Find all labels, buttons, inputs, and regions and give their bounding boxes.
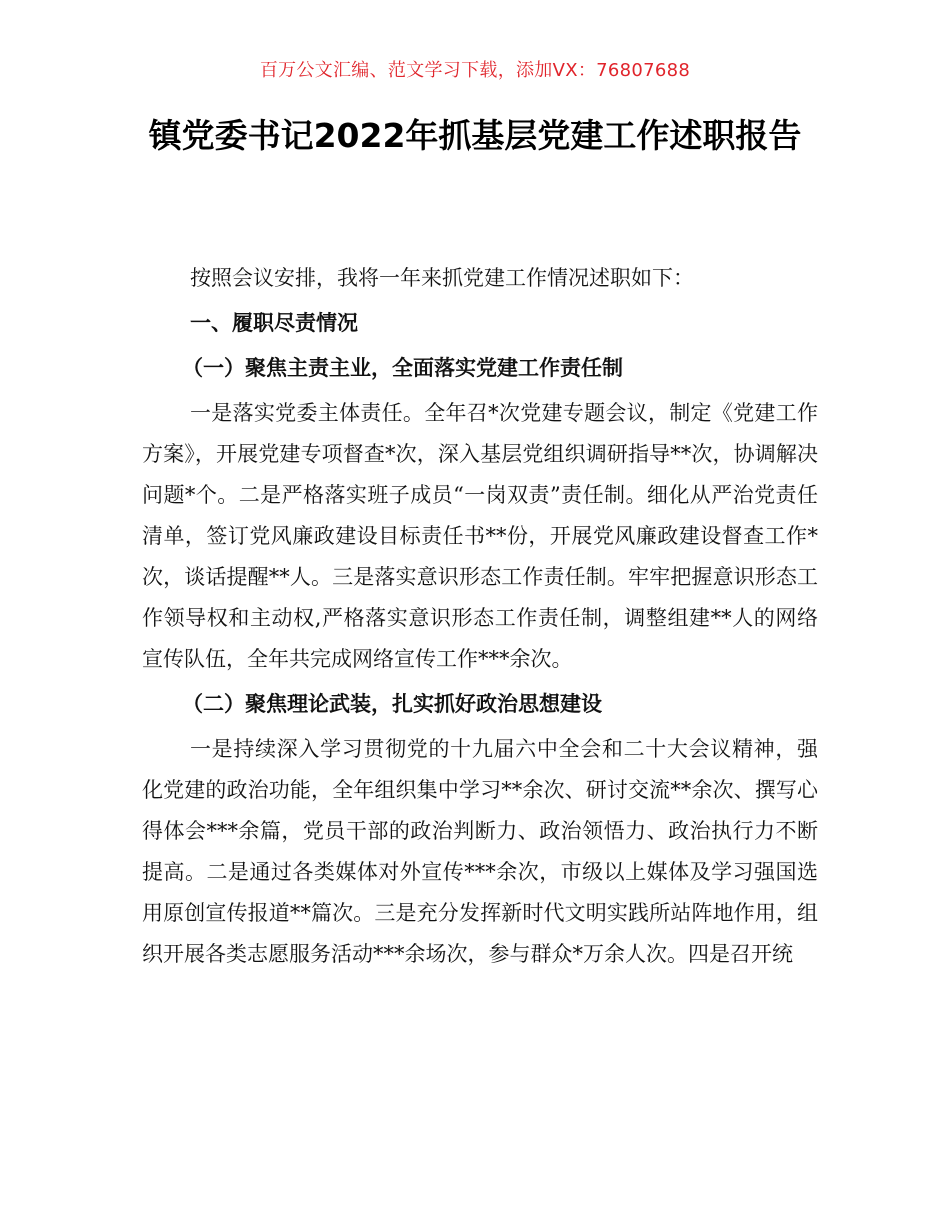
section-heading-1: 一、履职尽责情况 (190, 311, 358, 335)
subsection-heading-1: （一）聚焦主责主业，全面落实党建工作责任制 (182, 356, 623, 380)
subsection-heading-2: （二）聚焦理论武装，扎实抓好政治思想建设 (182, 692, 602, 716)
watermark-text: 百万公文汇编、范文学习下载，添加VX：76807688 (259, 60, 691, 81)
document-body (142, 258, 818, 975)
document-title: 镇党委书记2022年抓基层党建工作述职报告 (148, 116, 802, 155)
paragraph-1: 一是落实党委主体责任。全年召*次党建专题会议，制定《党建工作方案》，开展党建专项督查*次，深入基层党组织调研指导**次，协调解决问题*个。二是严格落实班子成员“一岗双责”责任制。细化从严治党责任清单，签订党风廉政建设目标责任书**份，开展党风廉政建设督查工作*次，谈话提醒**人。三是落实意识形态工作责任制。牢牢把握意识形态工作领导权和主动权,严格落实意识形态工作责任制，调整组建**人的网络宣传队伍，全年共完成网络宣传工作***余次。 (142, 401, 818, 671)
intro-paragraph: 按照会议安排，我将一年来抓党建工作情况述职如下： (190, 266, 694, 290)
paragraph-2: 一是持续深入学习贯彻党的十九届六中全会和二十大会议精神，强化党建的政治功能，全年组织集中学习**余次、研讨交流**余次、撰写心得体会***余篇，党员干部的政治判断力、政治领悟力、政治执行力不断提高。二是通过各类媒体对外宣传***余次，市级以上媒体及学习强国选用原创宣传报道**篇次。三是充分发挥新时代文明实践所站阵地作用，组织开展各类志愿服务活动***余场次，参与群众*万余人次。四是召开统 (142, 737, 818, 966)
